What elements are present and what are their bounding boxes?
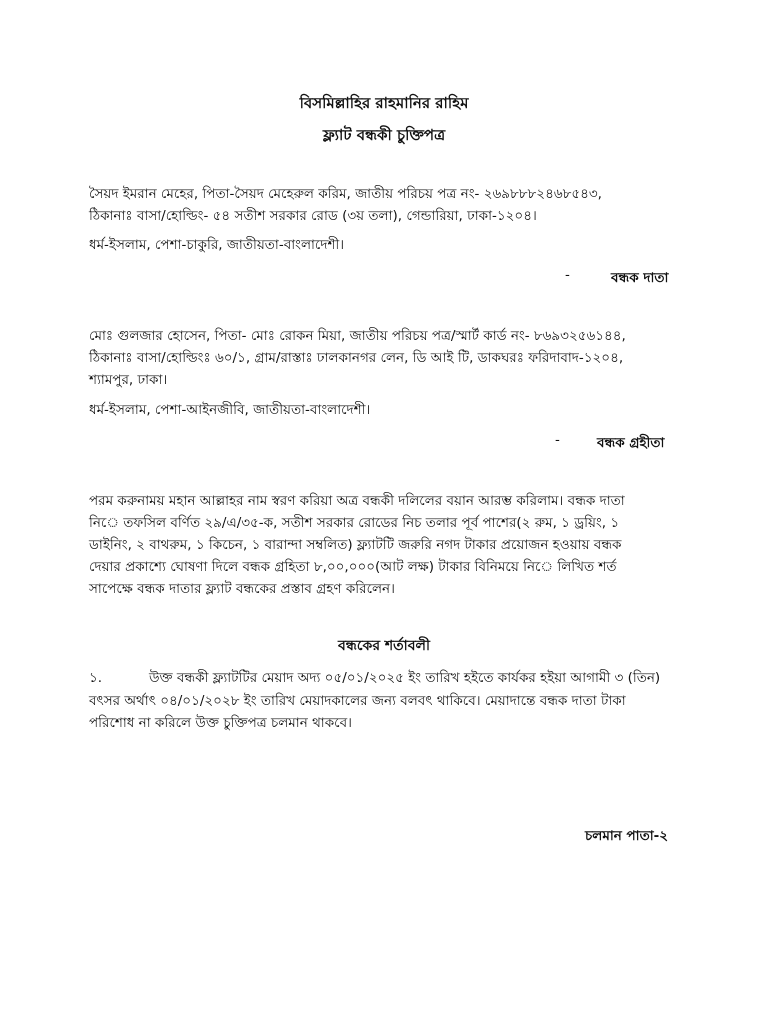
preamble-line-1: পরম করুনাময় মহান আল্লাহর নাম স্বরণ করিয়া অত্র বন্ধকী দলিলের বয়ান আরম্ভ করিলাম। বন্ধক দাতা — [89, 493, 625, 509]
party1-role-label: বন্ধক দাতা — [611, 270, 669, 286]
preamble-line-4: দেয়ার প্রকাশ্যে ঘোষণা দিলে বন্ধক গ্রহিতা ৮,০০,০০০(আট লক্ষ) টাকার বিনিময়ে নি◌ে লিখিত শর্ত — [89, 559, 617, 575]
term-1-number: ১. — [89, 670, 103, 686]
party2-name-line: মোঃ গুলজার হোসেন, পিতা- মোঃ রোকন মিয়া, জাতীয় পরিচয় পত্র/স্মার্ট কার্ড নং- ৮৬৯৩২৫৬১৪৪, — [89, 328, 626, 344]
party2-role-dash: - — [555, 432, 560, 448]
party1-address-line: ঠিকানাঃ বাসা/হোল্ডিং- ৫৪ সতীশ সরকার রোড (৩য় তলা), গেন্ডারিয়া, ঢাকা-১২০৪। — [89, 208, 537, 224]
party2-address-line-2: শ্যামপুর, ঢাকা। — [89, 372, 168, 388]
terms-heading: বন্ধকের শর্তাবলী — [338, 638, 430, 654]
bismillah-heading: বিসমিল্লাহির রাহমানির রাহিম — [299, 94, 469, 112]
term-1-line-2: বৎসর অর্থাৎ ০৪/০১/২০২৮ ইং তারিখ মেয়াদকালের জন্য বলবৎ থাকিবে। মেয়াদান্তে বন্ধক দাতা টাকা — [89, 693, 626, 709]
preamble-line-2: নি◌ে তফসিল বর্ণিত ২৯/এ/৩৫-ক, সতীশ সরকার রোডের নিচ তলার পূর্ব পাশের(২ রুম, ১ ড্রয়িং, ১ — [89, 515, 620, 531]
term-1-line-3: পরিশোধ না করিলে উক্ত চুক্তিপত্র চলমান থাকবে। — [89, 715, 352, 731]
party1-name-line: সৈয়দ ইমরান মেহের, পিতা-সৈয়দ মেহেরুল করিম, জাতীয় পরিচয় পত্র নং- ২৬৯৮৮৮২৪৬৮৫৪৩, — [89, 186, 602, 202]
party1-details: ধর্ম-ইসলাম, পেশা-চাকুরি, জাতীয়তা-বাংলাদেশী। — [89, 237, 345, 253]
party2-address-line: ঠিকানাঃ বাসা/হোল্ডিংঃ ৬০/১, গ্রাম/রাস্তাঃ ঢালকানগর লেন, ডি আই টি, ডাকঘরঃ ফরিদাবাদ-১২০৪, — [89, 350, 624, 366]
preamble-line-3: ডাইনিং, ২ বাথরুম, ১ কিচেন, ১ বারান্দা সম্বলিত) ফ্ল্যাটটি জরুরি নগদ টাকার প্রয়োজন হওয়ায় বন্ধক — [89, 537, 622, 553]
continued-page-label: চলমান পাতা-২ — [585, 828, 669, 844]
party2-role-label: বন্ধক গ্রহীতা — [597, 435, 665, 451]
party1-role-dash: - — [565, 267, 570, 283]
document-title: ফ্ল্যাট বন্ধকী চুক্তিপত্র — [322, 126, 446, 144]
term-1-line-1: উক্ত বন্ধকী ফ্ল্যাটটির মেয়াদ অদ্য ০৫/০১/২০২৫ ইং তারিখ হইতে কার্যকর হইয়া আগামী ৩ (তিন) — [149, 670, 661, 686]
party2-details: ধর্ম-ইসলাম, পেশা-আইনজীবি, জাতীয়তা-বাংলাদেশী। — [89, 402, 371, 418]
preamble-line-5: সাপেক্ষে বন্ধক দাতার ফ্ল্যাট বন্ধকের প্রস্তাব গ্রহণ করিলেন। — [89, 581, 395, 597]
